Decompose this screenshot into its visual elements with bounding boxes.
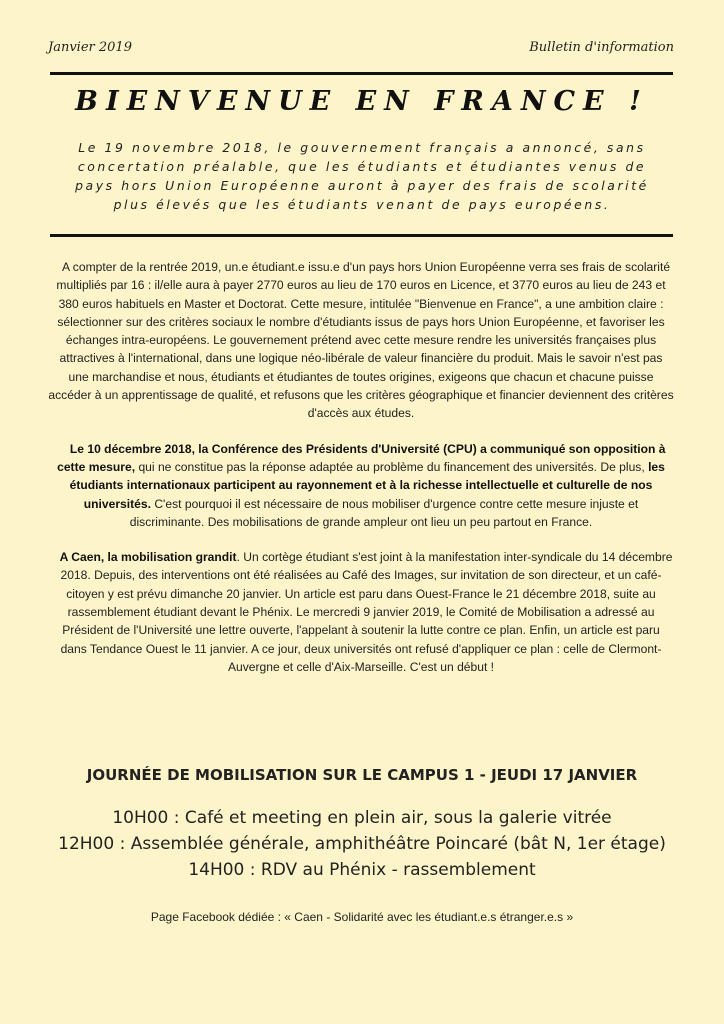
paragraph-cpu <box>48 440 674 531</box>
article-body <box>48 258 674 693</box>
paragraph-measure-text: A compter de la rentrée 2019, un.e étudiant.e issu.e d'un pays hors Union Européenne verra ses frais de scolarité multipliés par 16 : il/elle aura à payer 2770 euros au lieu de 170 euros en Licence, et 3770 euros au lieu de 243 et 380 euros habituels en Master et Doctorat. Cette mesure, intitulée "Bienvenue en France", a une ambition claire : sélectionner sur des critères sociaux le nombre d'étudiants issus de pays hors Union Européenne, et favoriser les échanges intra-européens. Le gouvernement prétend avec cette mesure rendre les universités françaises plus attractives à l'international, dans une logique néo-libérale de valeur financière du produit. Mais le savoir n'est pas une marchandise et nous, étudiants et étudiantes de toutes origines, exigeons que chacun et chacune puisse accéder à un apprentissage de qualité, et refusons que les critères géographique et financier deviennent des critères d'accès aux études. <box>48 260 674 421</box>
event-title: JOURNÉE DE MOBILISATION SUR LE CAMPUS 1 - JEUDI 17 JANVIER <box>86 766 638 784</box>
caen-bold-1: A Caen, la mobilisation grandit <box>59 550 237 565</box>
schedule-item: 14H00 : RDV au Phénix - rassemblement <box>188 860 536 880</box>
caen-text-1: . Un cortège étudiant s'est joint à la manifestation inter-syndicale du 14 décembre 2018. Depuis, des interventions ont été réalisées au Café des Images, sur invitation de son directeur, et un café-citoyen y est prévu dimanche 20 janvier. Un article est paru dans Ouest-France le 21 décembre 2018, suite au rassemblement étudiant devant le Phénix. Le mercredi 9 janvier 2019, le Comité de Mobilisation a adressé au Président de l'Université une lettre ouverte, l'appelant à soutenir la lutte contre ce plan. Enfin, un article est paru dans Tendance Ouest le 11 janvier. A ce jour, deux universités ont refusé d'appliquer ce plan : celle de Clermont-Auvergne et celle d'Aix-Marseille. C'est un début ! <box>60 550 673 674</box>
paragraph-measure <box>48 258 674 423</box>
cpu-text-1: qui ne constitue pas la réponse adaptée au problème du financement des universités. De plus, <box>135 459 649 474</box>
facebook-page-note: Page Facebook dédiée : « Caen - Solidarité avec les étudiant.e.s étranger.e.s » <box>150 910 574 924</box>
cpu-bold-2: les étudiants internationaux participent au rayonnement et à la richesse intellectuelle et culturelle de nos universités. <box>69 459 665 511</box>
top-divider <box>50 72 673 75</box>
schedule-item: 10H00 : Café et meeting en plein air, sous la galerie vitrée <box>112 808 612 828</box>
lead-divider <box>50 234 673 237</box>
lead-paragraph: Le 19 novembre 2018, le gouvernement français a annoncé, sans concertation préalable, que les étudiants et étudiantes venus de pays hors Union Européenne auront à payer des frais de scolarité plus élevés que les étudiants venant de pays européens. <box>75 140 649 212</box>
header-date: Janvier 2019 <box>48 40 132 55</box>
page-title: BIENVENUE EN FRANCE ! <box>75 86 649 117</box>
cpu-bold-1: Le 10 décembre 2018, la Conférence des Présidents d'Université (CPU) a communiqué son opposition à cette mesure, <box>57 441 666 474</box>
event-schedule <box>0 805 724 883</box>
schedule-item: 12H00 : Assemblée générale, amphithéâtre Poincaré (bât N, 1er étage) <box>58 834 666 854</box>
paragraph-caen <box>48 548 674 676</box>
cpu-text-2: C'est pourquoi il est nécessaire de nous mobiliser d'urgence contre cette mesure injuste et discriminante. Des mobilisations de grande ampleur ont lieu un peu partout en France. <box>129 496 639 529</box>
header-bulletin-label: Bulletin d'information <box>529 40 674 55</box>
header-bar <box>48 40 674 55</box>
